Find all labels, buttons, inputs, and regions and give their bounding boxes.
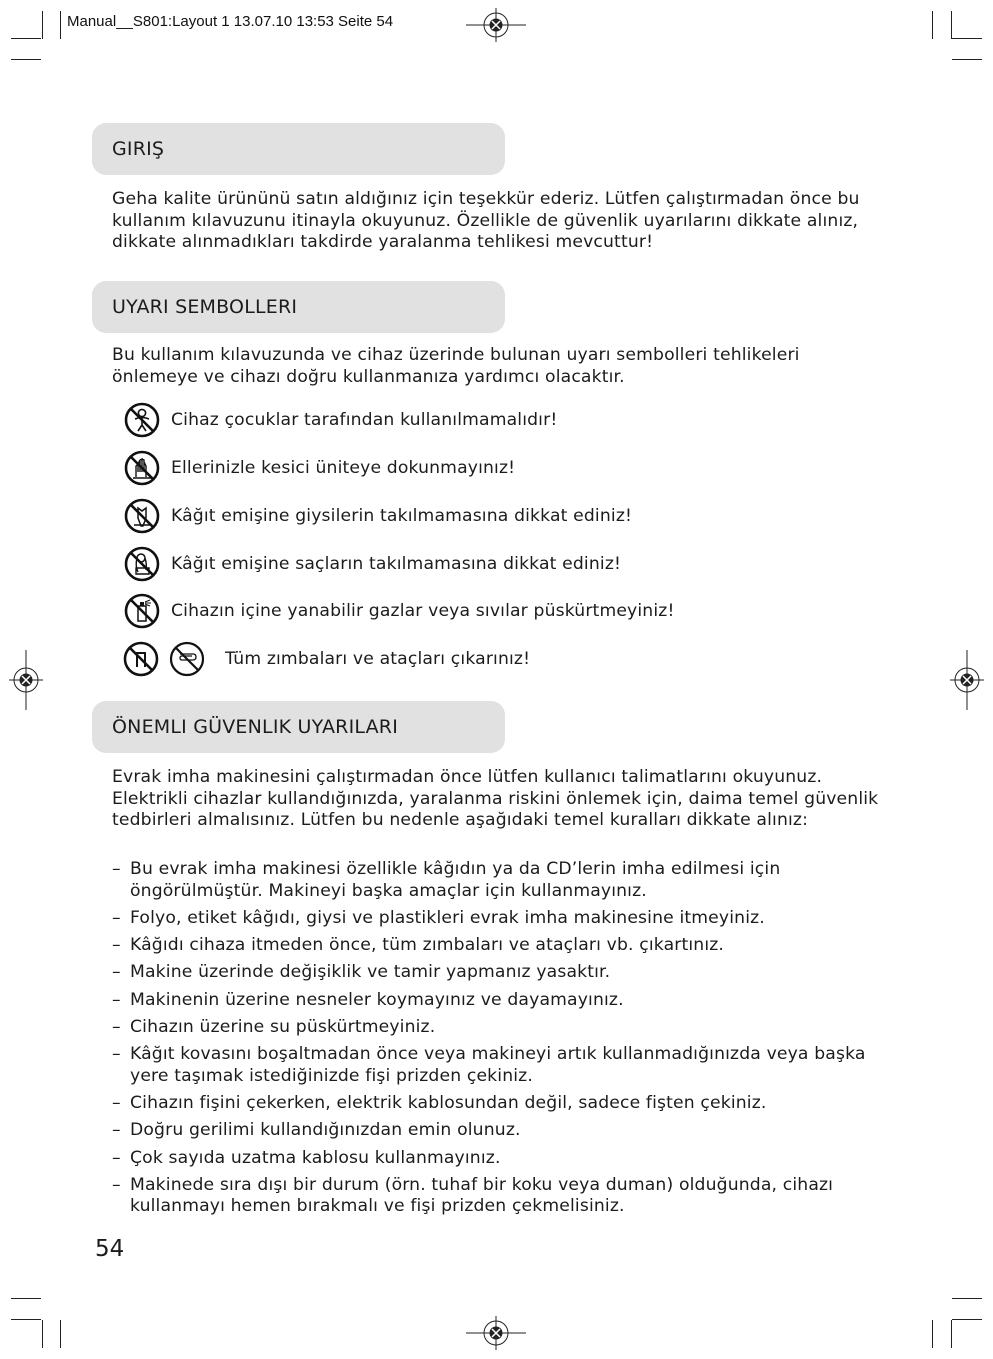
registration-mark-icon bbox=[950, 650, 984, 710]
crop-mark bbox=[952, 1319, 982, 1320]
list-item-text: Kâğıt kovasını boşaltmadan önce veya makineyi artık kullanmadığınızda veya başka yere taşımak istediğinizde fişi prizden çekiniz. bbox=[130, 1044, 866, 1086]
list-item bbox=[112, 1017, 892, 1039]
warning-symbols-paragraph: Bu kullanım kılavuzunda ve cihaz üzerinde bulunan uyarı sembolleri tehlikeleri önlemeye ve cihazı doğru kullanmanıza yardımcı olacaktır. bbox=[112, 345, 800, 387]
list-item-text: Cihazın üzerine su püskürtmeyiniz. bbox=[130, 1016, 436, 1037]
crop-mark bbox=[42, 11, 43, 39]
list-item bbox=[112, 1044, 892, 1087]
crop-mark bbox=[932, 1320, 933, 1348]
crop-mark bbox=[11, 1319, 41, 1320]
warning-symbol-item bbox=[124, 498, 632, 534]
no-children-icon bbox=[124, 402, 160, 438]
warning-symbol-item bbox=[124, 593, 675, 629]
registration-mark-icon bbox=[466, 8, 526, 42]
crop-mark bbox=[11, 1298, 41, 1299]
warning-symbol-text: Cihazın içine yanabilir gazlar veya sıvılar püskürtmeyiniz! bbox=[171, 601, 675, 621]
crop-mark bbox=[952, 1298, 982, 1299]
list-item bbox=[112, 1093, 892, 1115]
list-item bbox=[112, 1175, 892, 1218]
crop-mark bbox=[952, 59, 982, 60]
bullet-marker: – bbox=[112, 1093, 121, 1114]
crop-mark bbox=[952, 38, 982, 39]
list-item bbox=[112, 908, 892, 930]
list-item-text: Folyo, etiket kâğıdı, giysi ve plastikleri evrak imha makinesine itmeyiniz. bbox=[130, 907, 765, 928]
print-slug: Manual__S801:Layout 1 13.07.10 13:53 Seite 54 bbox=[67, 13, 394, 30]
crop-mark bbox=[42, 1320, 43, 1348]
intro-paragraph: Geha kalite ürününü satın aldığınız için teşekkür ederiz. Lütfen çalıştırmadan önce bu kullanım kılavuzunu itinayla okuyunuz. Özellikle de güvenlik uyarılarını dikkate alınız, dikkate alınmadıkları takdirde yaralanma tehlikesi mevcuttur! bbox=[112, 189, 860, 252]
crop-mark bbox=[932, 11, 933, 39]
bullet-marker: – bbox=[112, 935, 121, 956]
registration-mark-icon bbox=[466, 1316, 526, 1350]
list-item bbox=[112, 990, 892, 1012]
warning-symbol-item bbox=[124, 450, 515, 486]
list-item-text: Çok sayıda uzatma kablosu kullanmayınız. bbox=[130, 1147, 501, 1168]
no-paperclips-icon bbox=[169, 641, 205, 677]
crop-mark bbox=[11, 38, 41, 39]
list-item-text: Doğru gerilimi kullandığınızdan emin olunuz. bbox=[130, 1120, 521, 1141]
warning-symbol-item bbox=[123, 641, 530, 677]
bullet-marker: – bbox=[112, 1174, 121, 1195]
warning-symbol-item bbox=[124, 546, 621, 582]
list-item bbox=[112, 1120, 892, 1142]
warning-symbol-text: Kâğıt emişine giysilerin takılmamasına dikkat ediniz! bbox=[171, 506, 633, 526]
list-item bbox=[112, 859, 892, 902]
list-item-text: Cihazın fişini çekerken, elektrik kablosundan değil, sadece fişten çekiniz. bbox=[130, 1093, 767, 1114]
list-item-text: Kâğıdı cihaza itmeden önce, tüm zımbaları ve ataçları vb. çıkartınız. bbox=[130, 935, 725, 956]
no-long-hair-icon bbox=[124, 546, 160, 582]
warning-symbol-text: Ellerinizle kesici üniteye dokunmayınız! bbox=[171, 458, 516, 478]
no-staples-icon bbox=[123, 641, 159, 677]
no-aerosol-spray-icon bbox=[124, 593, 160, 629]
list-item bbox=[112, 962, 892, 984]
bullet-marker: – bbox=[112, 907, 121, 928]
list-item bbox=[112, 1148, 892, 1170]
warning-symbol-text: Kâğıt emişine saçların takılmamasına dikkat ediniz! bbox=[171, 554, 622, 574]
list-item-text: Makinenin üzerine nesneler koymayınız ve dayamayınız. bbox=[130, 989, 624, 1010]
crop-mark bbox=[60, 1320, 61, 1348]
list-item-text: Makine üzerinde değişiklik ve tamir yapmanız yasaktır. bbox=[130, 962, 611, 983]
list-item bbox=[112, 935, 892, 957]
no-hands-icon bbox=[124, 450, 160, 486]
bullet-marker: – bbox=[112, 1044, 121, 1065]
crop-mark bbox=[11, 59, 41, 60]
safety-paragraph: Evrak imha makinesini çalıştırmadan önce lütfen kullanıcı talimatlarını okuyunuz. Elektrikli cihazlar kullandığınızda, yaralanma riskini önlemek için, daima temel güvenlik tedbirleri almalısınız. Lütfen bu nedenle aşağıdaki temel kuralları dikkate alınız: bbox=[112, 767, 879, 830]
section-heading-warning-symbols: UYARI SEMBOLLERI bbox=[92, 281, 505, 333]
page-number: 54 bbox=[95, 1236, 125, 1262]
crop-mark bbox=[951, 11, 952, 39]
bullet-marker: – bbox=[112, 989, 121, 1010]
crop-mark bbox=[60, 11, 61, 39]
crop-mark bbox=[951, 1320, 952, 1348]
warning-symbol-text: Cihaz çocuklar tarafından kullanılmamalıdır! bbox=[171, 410, 558, 430]
list-item-text: Makinede sıra dışı bir durum (örn. tuhaf bir koku veya duman) olduğunda, cihazı kullanmayı hemen bırakmalı ve fişi prizden çekmelisiniz. bbox=[130, 1174, 834, 1217]
section-heading-intro: GIRIŞ bbox=[92, 123, 505, 175]
bullet-marker: – bbox=[112, 859, 121, 879]
bullet-marker: – bbox=[112, 1147, 121, 1168]
section-heading-safety: ÖNEMLI GÜVENLIK UYARILARI bbox=[92, 701, 505, 753]
safety-rules-list bbox=[112, 859, 892, 1224]
warning-symbol-item bbox=[124, 402, 557, 438]
list-item-text: Bu evrak imha makinesi özellikle kâğıdın ya da CD’lerin imha edilmesi için öngörülmüştür. Makineyi başka amaçlar için kullanmayınız. bbox=[130, 859, 781, 901]
bullet-marker: – bbox=[112, 962, 121, 983]
bullet-marker: – bbox=[112, 1016, 121, 1037]
registration-mark-icon bbox=[9, 650, 43, 710]
warning-symbol-text: Tüm zımbaları ve ataçları çıkarınız! bbox=[225, 649, 531, 669]
bullet-marker: – bbox=[112, 1120, 121, 1141]
no-loose-clothing-icon bbox=[124, 498, 160, 534]
